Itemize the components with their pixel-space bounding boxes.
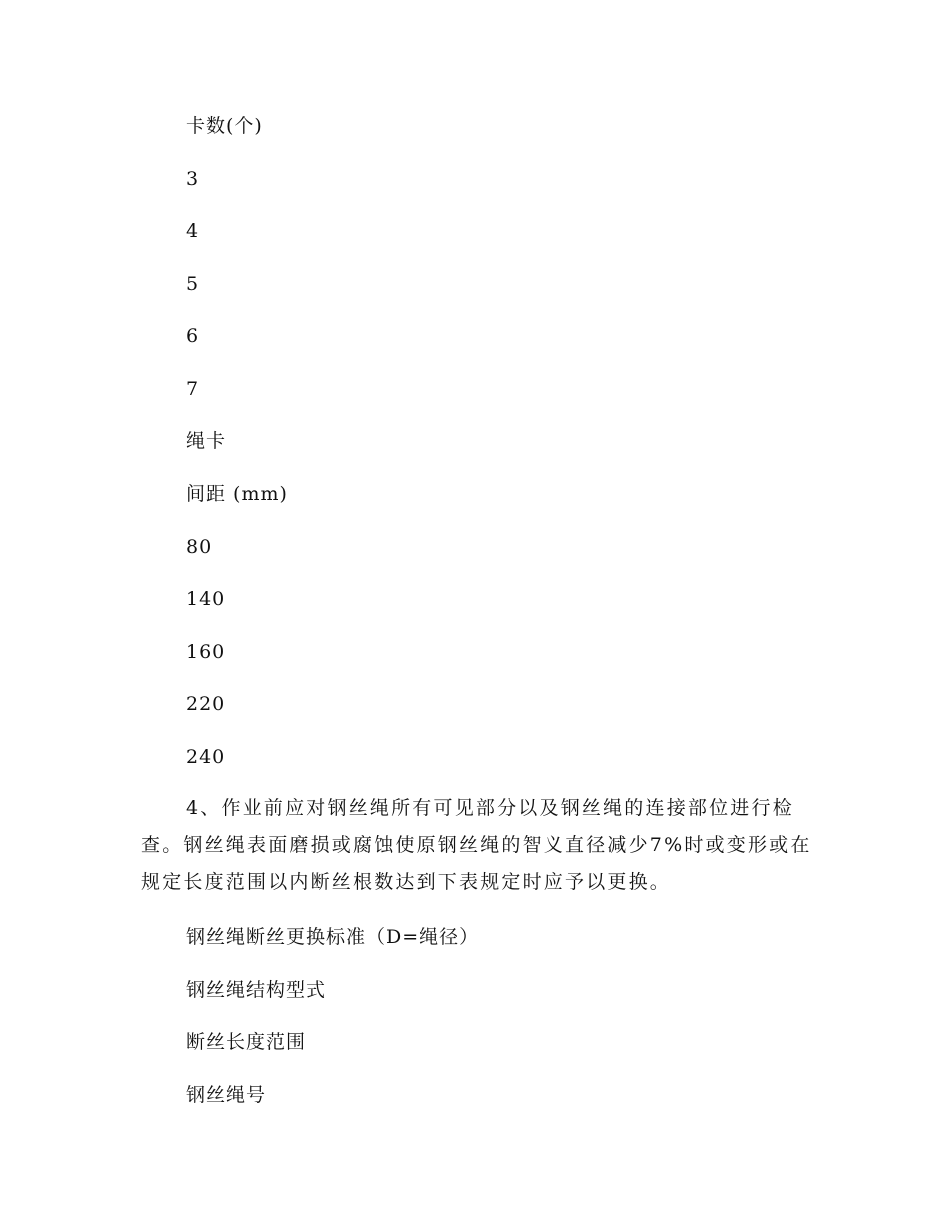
text-line: 3: [186, 168, 200, 190]
text-line: 卡数(个): [186, 115, 263, 137]
text-line: 7: [186, 378, 200, 400]
text-line: 绳卡: [186, 430, 227, 452]
text-line: 钢丝绳结构型式: [186, 979, 327, 1001]
text-line: 钢丝绳断丝更换标准（D=绳径）: [186, 926, 480, 948]
text-line: 6: [186, 325, 200, 347]
text-line: 间距 (mm): [186, 483, 288, 505]
text-line: 220: [186, 693, 226, 715]
body-paragraph: [141, 790, 821, 901]
text-line: 钢丝绳号: [186, 1084, 267, 1106]
text-line: 5: [186, 273, 200, 295]
text-line: 140: [186, 588, 226, 610]
text-line: 80: [186, 536, 213, 558]
paragraph-text: 4、作业前应对钢丝绳所有可见部分以及钢丝绳的连接部位进行检查。钢丝绳表面磨损或腐蚀使原钢丝绳的智义直径减少7%时或变形或在规定长度范围以内断丝根数达到下表规定时应予以更换。: [141, 797, 812, 893]
text-line: 240: [186, 746, 226, 768]
text-line: 4: [186, 220, 200, 242]
text-line: 断丝长度范围: [186, 1031, 307, 1053]
text-line: 160: [186, 641, 226, 663]
